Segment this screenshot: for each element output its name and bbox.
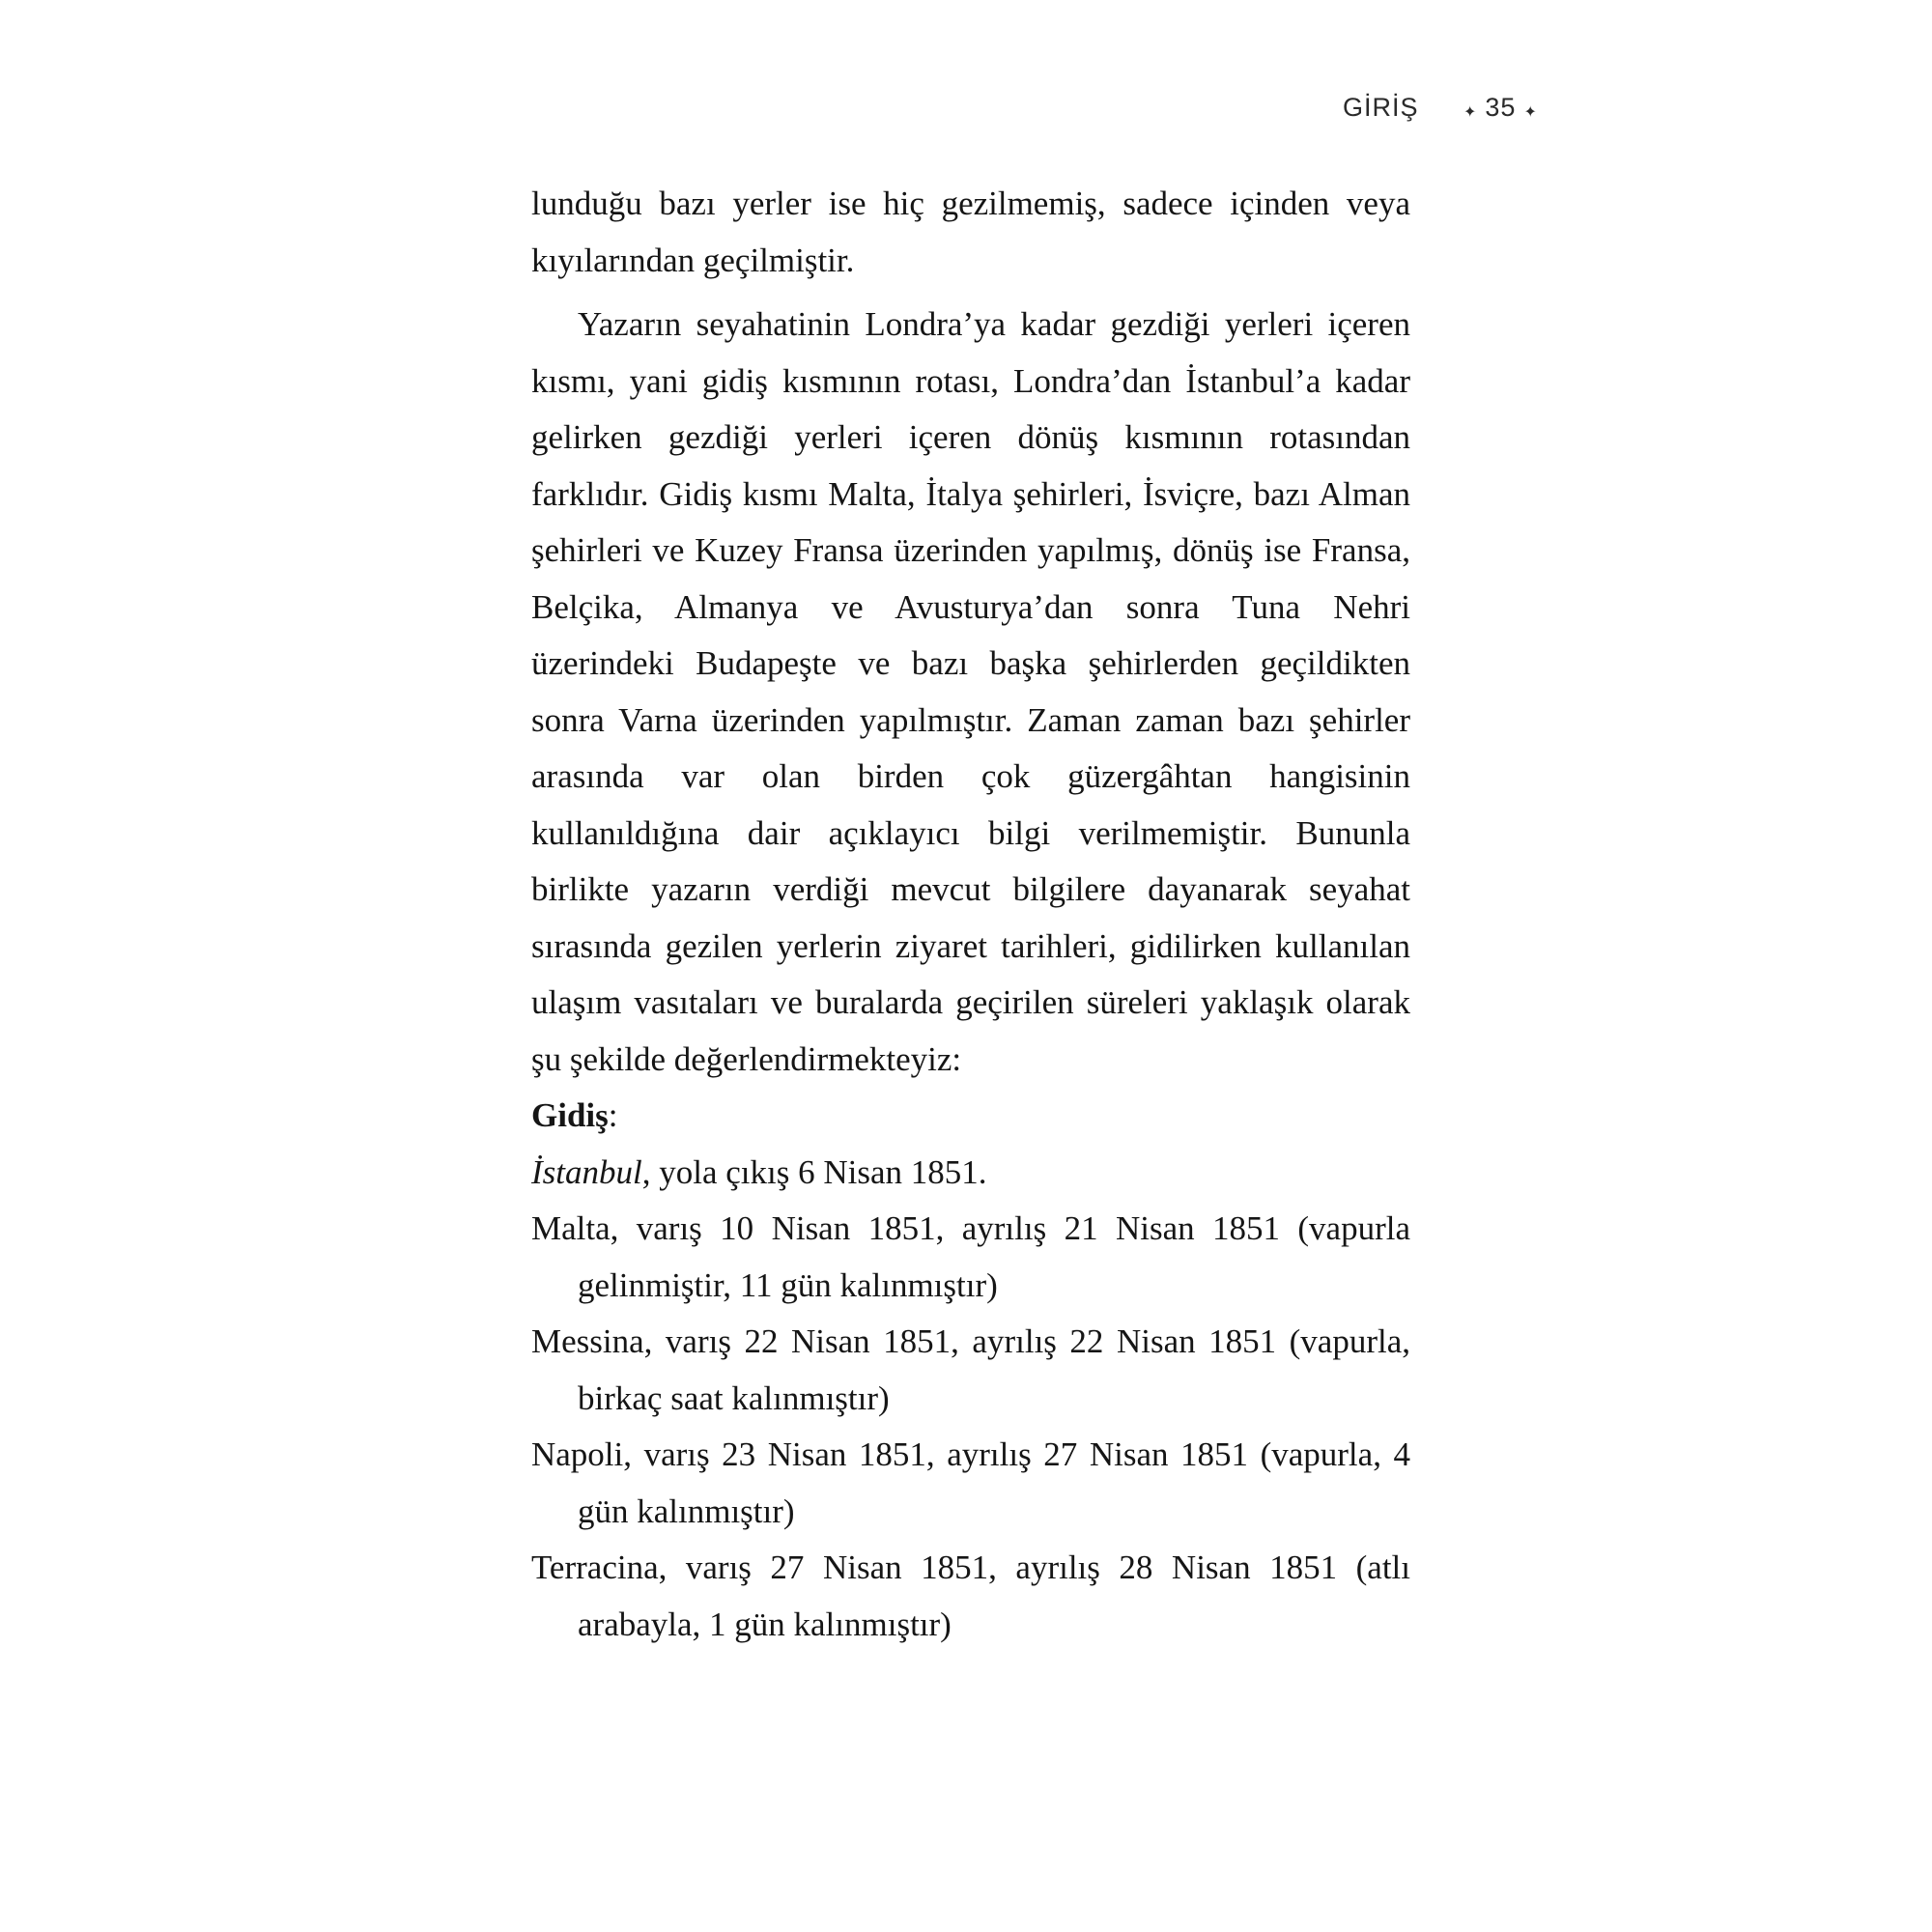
continuation-paragraph: lunduğu bazı yerler ise hiç gezilmemiş, sadece içinden veya kıyılarından geçilmiştir. (531, 185, 1410, 279)
itinerary-entry (531, 1201, 1410, 1314)
page-folio (1463, 93, 1538, 123)
itinerary-entry (531, 1145, 1410, 1202)
itinerary-entry (531, 1314, 1410, 1427)
itinerary-heading-label: Gidiş (531, 1096, 609, 1134)
main-paragraph: Yazarın seyahatinin Londra’ya kadar gezdiği yerleri içeren kısmı, yani gidiş kısmının rotası, Londra’dan İstanbul’a kadar gelirken gezdiği yerleri içeren dönüş kısmının rotasından farklıdır. Gidiş kısmı Malta, İtalya şehirleri, İsviçre, bazı Alman şehirleri ve Kuzey Fransa üzerinden yapılmış, dönüş ise Fransa, Belçika, Almanya ve Avusturya’dan sonra Tuna Nehri üzerindeki Budapeşte ve bazı başka şehirlerden geçildikten sonra Varna üzerinden yapılmıştır. Zaman zaman bazı şehirler arasında var olan birden çok güzergâhtan hangisinin kullanıldığına dair açıklayıcı bilgi verilmemiştir. Bununla birlikte yazarın verdiği mevcut bilgilere dayanarak seyahat sırasında gezilen yerlerin ziyaret tarihleri, gidilirken kullanılan ulaşım vasıtaları ve buralarda geçirilen süreleri yaklaşık olarak şu şekilde değerlendirmekteyiz: (531, 305, 1410, 1078)
star-ornament-icon: ✦ (1523, 104, 1538, 121)
running-header (1343, 93, 1555, 131)
body-text (531, 176, 1410, 1653)
itinerary-heading-colon: : (608, 1096, 618, 1134)
itinerary-heading (531, 1088, 1410, 1145)
entry-place: Messina (531, 1322, 644, 1360)
entry-place: Napoli (531, 1435, 624, 1473)
star-ornament-icon: ✦ (1463, 104, 1478, 121)
entry-details: , varış 10 Nisan 1851, ayrılış 21 Nisan 1851 (vapurla gelinmiştir, 11 gün kalınmıştır) (578, 1209, 1410, 1304)
entry-place: Terracina (531, 1548, 659, 1586)
entry-place: İstanbul (531, 1152, 642, 1191)
section-title: GİRİŞ (1343, 93, 1419, 122)
page-number: 35 (1485, 93, 1517, 122)
entry-details: , varış 23 Nisan 1851, ayrılış 27 Nisan 1851 (vapurla, 4 gün kalınmıştır) (578, 1435, 1410, 1530)
itinerary-entry (531, 1427, 1410, 1540)
itinerary-entry (531, 1540, 1410, 1653)
entry-details: , yola çıkış 6 Nisan 1851. (641, 1152, 987, 1191)
entry-place: Malta (531, 1209, 611, 1247)
entry-details: , varış 27 Nisan 1851, ayrılış 28 Nisan 1851 (atlı arabayla, 1 gün kalınmıştır) (578, 1548, 1410, 1643)
entry-details: , varış 22 Nisan 1851, ayrılış 22 Nisan 1851 (vapurla, birkaç saat kalınmıştır) (578, 1322, 1410, 1417)
